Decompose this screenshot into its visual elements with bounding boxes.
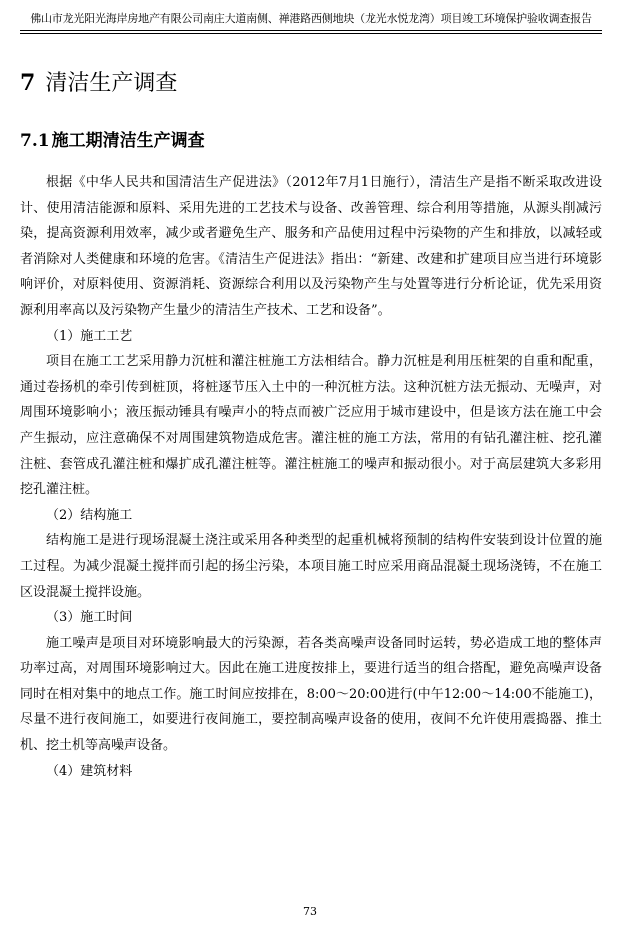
header-rule bbox=[20, 30, 602, 31]
header-rule-thin bbox=[20, 33, 602, 34]
paragraph-structural-construction: 结构施工是进行现场混凝土浇注或采用各种类型的起重机械将预制的结构件安装到设计位置的施工过程。为减少混凝土搅拌而引起的扬尘污染，本项目施工时应采用商品混凝土现场浇铸，不在施工区设混凝土搅拌设施。 bbox=[20, 533, 602, 600]
chapter-number: 7 bbox=[20, 70, 36, 96]
page-number: 73 bbox=[303, 905, 317, 918]
chapter-heading bbox=[20, 66, 177, 101]
section-title: 施工期清洁生产调查 bbox=[51, 131, 205, 151]
subheading-building-materials: （4）建筑材料 bbox=[46, 763, 133, 779]
intro-paragraph: 根据《中华人民共和国清洁生产促进法》（2012年7月1日施行），清洁生产是指不断采取改进设计、使用清洁能源和原料、采用先进的工艺技术与设备、改善管理、综合利用等措施，从源头削减污染，提高资源利用效率，减少或者避免生产、服务和产品使用过程中污染物的产生和排放，以减轻或者消除对人类健康和环境的危害。《清洁生产促进法》指出：“新建、改建和扩建项目应当进行环境影响评价，对原料使用、资源消耗、资源综合利用以及污染物产生与处置等进行分析论证，优先采用资源利用率高以及污染物产生量少的清洁生产技术、工艺和设备”。 bbox=[20, 175, 602, 318]
body-text bbox=[20, 170, 602, 784]
subheading-construction-process: （1）施工工艺 bbox=[46, 328, 133, 344]
subheading-structural-construction: （2）结构施工 bbox=[46, 507, 133, 523]
paragraph-construction-process: 项目在施工工艺采用静力沉桩和灌注桩施工方法相结合。静力沉桩是利用压桩架的自重和配重，通过卷扬机的牵引传到桩顶，将桩逐节压入土中的一种沉桩方法。这种沉桩方法无振动、无噪声，对周围环境影响小；液压振动锤具有噪声小的特点而被广泛应用于城市建设中，但是该方法在施工中会产生振动，应注意确保不对周围建筑物造成危害。灌注桩的施工方法，常用的有钻孔灌注桩、挖孔灌注桩、套管成孔灌注桩和爆扩成孔灌注桩等。灌注桩施工的噪声和振动很小。对于高层建筑大多彩用挖孔灌注桩。 bbox=[20, 354, 602, 498]
chapter-title: 清洁生产调查 bbox=[45, 71, 178, 96]
running-header: 佛山市龙光阳光海岸房地产有限公司南庄大道南侧、禅港路西侧地块（龙光水悦龙湾）项目竣工环境保护验收调查报告 bbox=[30, 12, 592, 25]
section-heading bbox=[20, 128, 205, 154]
paragraph-construction-time: 施工噪声是项目对环境影响最大的污染源，若各类高噪声设备同时运转，势必造成工地的整体声功率过高，对周围环境影响过大。因此在施工进度按排上，要进行适当的组合搭配，避免高噪声设备同时在相对集中的地点工作。施工时间应按排在，8:00～20:00进行(中午12:00～14:00不能施工)，尽量不进行夜间施工，如要进行夜间施工，要控制高噪声设备的使用，夜间不允许使用震捣器、推土机、挖土机等高噪声设备。 bbox=[20, 635, 602, 754]
section-number: 7.1 bbox=[20, 131, 50, 151]
subheading-construction-time: （3）施工时间 bbox=[46, 610, 133, 626]
